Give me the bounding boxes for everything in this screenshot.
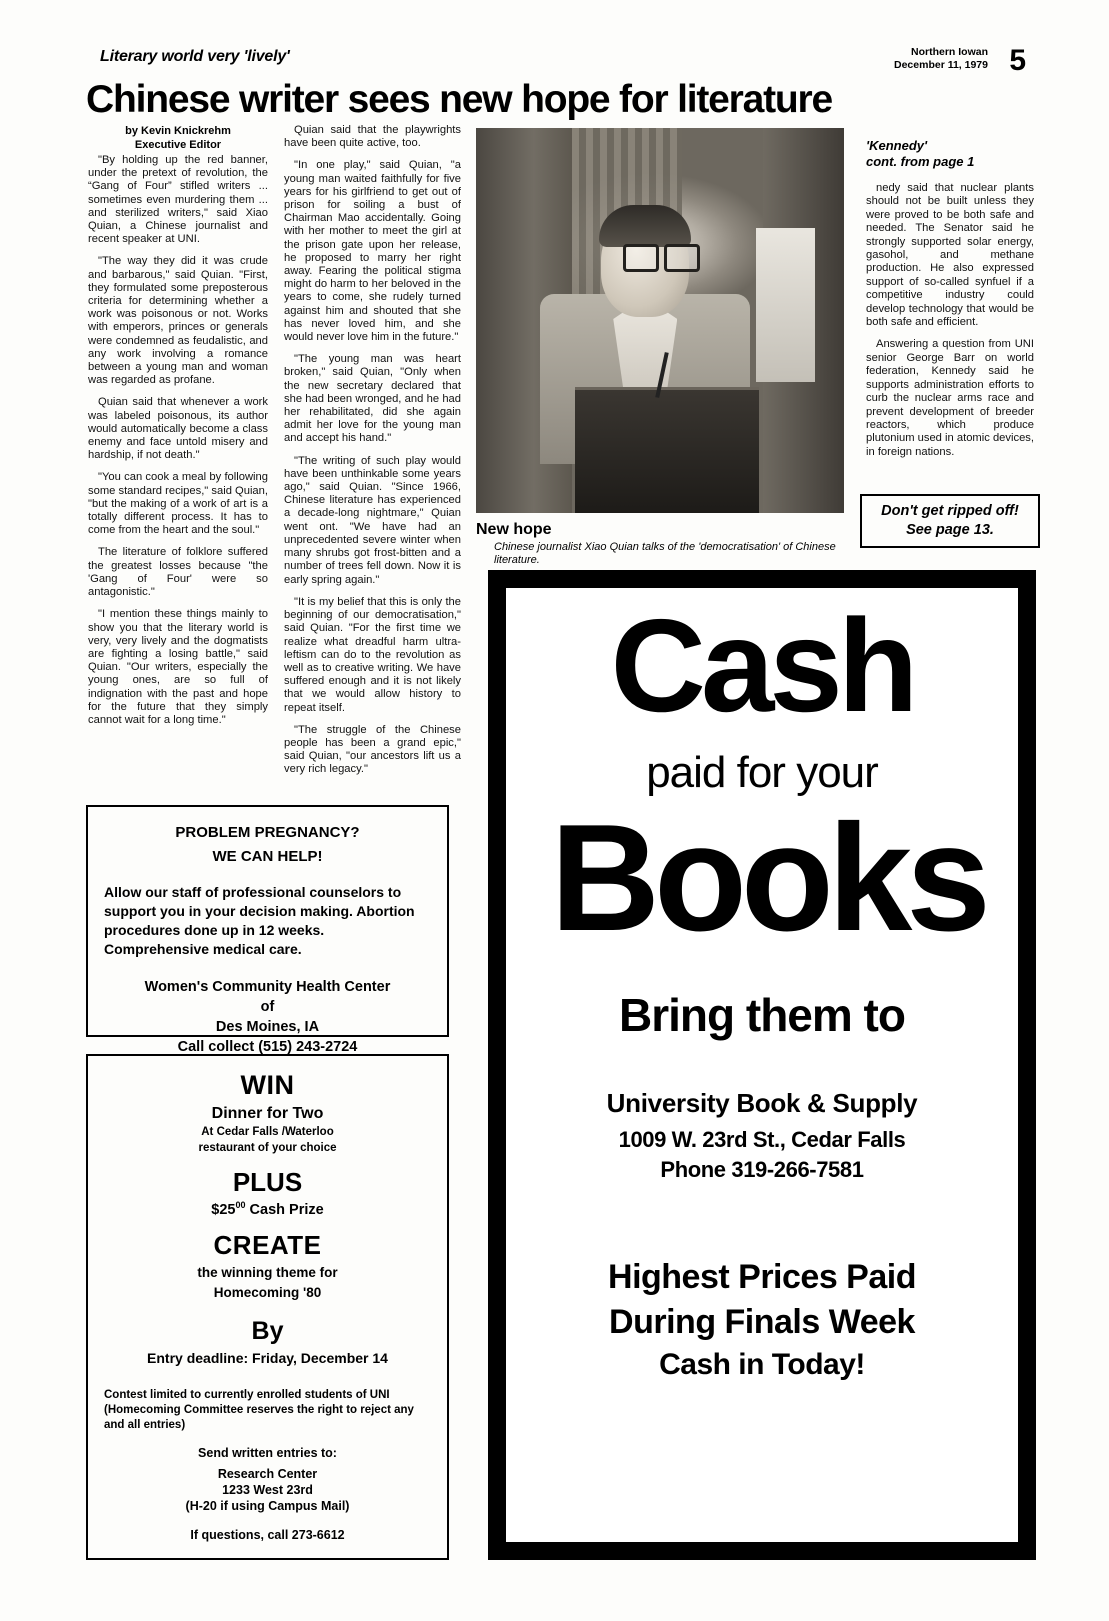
story-paragraph: "The way they did it was crude and barbarous," said Quian. "First, they formulated some preposterous criteria for determining whether a work was poisonous or not. Works with emperors, princes or generals were condemned as feudalistic, and any work involving a romance between a young man and woman was regarded as profane.	[88, 255, 268, 387]
promo-line2: See page 13.	[906, 522, 994, 538]
pregnancy-ad-phone: Call collect (515) 243-2724	[177, 1039, 358, 1055]
pregnancy-help-ad	[86, 805, 449, 1055]
cash-ad-store-address: 1009 W. 23rd St., Cedar Falls	[618, 1127, 906, 1152]
section-kicker: Literary world very 'lively'	[100, 48, 290, 65]
pregnancy-ad-org: Women's Community Health Center	[144, 979, 391, 995]
kennedy-column	[866, 182, 1034, 468]
cash-ad-closing-line3: Cash in Today!	[659, 1348, 865, 1381]
win-ad-prize-label: Cash Prize	[245, 1201, 324, 1218]
win-ad-prize-amount: $25	[211, 1201, 236, 1218]
article-photo	[476, 128, 844, 513]
photo-panel	[756, 228, 815, 382]
page-title: Chinese writer sees new hope for literature	[86, 78, 832, 121]
photo-podium	[575, 387, 759, 513]
byline-author: by Kevin Knickrehm	[125, 125, 231, 137]
story-paragraph: "You can cook a meal by following some standard recipes," said Quian, "but the making of a work of art is a totally different process. It has to come from the heart and the soul."	[88, 471, 268, 537]
cash-ad-books-word: Books	[550, 793, 985, 963]
kennedy-heading-line1: 'Kennedy'	[866, 138, 928, 153]
win-ad-send-label: Send written entries to:	[198, 1445, 337, 1460]
win-ad-address-line1: Research Center	[217, 1466, 318, 1481]
story-column-2	[284, 124, 461, 596]
story-paragraph: "The young man was heart broken," said Quian, "Only when the new secretary declared that she had been wronged, and he had her rehabilitated, did she again admit her love for the young man and accept his hand."	[284, 353, 461, 445]
kennedy-sidebar-heading	[866, 138, 1032, 170]
win-ad-by: By	[251, 1316, 284, 1345]
story-paragraph: Quian said that the playwrights have been quite active, too.	[284, 124, 461, 150]
pregnancy-ad-of: of	[260, 999, 275, 1015]
story-paragraph: "It is my belief that this is only the beginning of our democratisation," said Quian. "For the first time we realize what dreadful harm ultra-leftism can do to the revolution as well as to creative writing. We have suffered enough and it is not likely that we would allow history to repeat itself.	[284, 596, 461, 714]
win-ad-prize-cents: 00	[235, 1200, 246, 1210]
issue-date: December 11, 1979	[894, 59, 988, 71]
pregnancy-ad-city: Des Moines, IA	[215, 1019, 320, 1035]
win-ad-win: WIN	[240, 1070, 295, 1100]
win-ad-plus: PLUS	[232, 1167, 303, 1197]
win-ad-theme-line2: Homecoming '80	[213, 1284, 322, 1300]
promo-line1: Don't get ripped off!	[881, 503, 1019, 519]
story-paragraph: "The struggle of the Chinese people has been a grand epic," said Quian, "our ancestors lift us a very rich legacy."	[284, 723, 461, 776]
issue-info	[894, 46, 988, 72]
cash-ad-cash-word: Cash	[610, 592, 914, 739]
photo-image-xiao-quian	[476, 128, 844, 513]
win-ad-address-line3: (H-20 if using Campus Mail)	[185, 1498, 350, 1513]
cash-ad-store-phone: Phone 319-266-7581	[660, 1157, 864, 1182]
kennedy-paragraph: Answering a question from UNI senior George Barr on world federation, Kennedy said he supports administration efforts to curb the nuclear arms race and prevent development of breeder reactors, which produce plutonium used in atomic devices, in foreign nations.	[866, 338, 1034, 458]
story-paragraph: "By holding up the red banner, under the pretext of revolution, the “Gang of Four” stifled writers ... sometimes even murdering them ... and sterilized writers," said Xiao Quian, a Chinese journalist and recent speaker at UNI.	[88, 154, 268, 246]
story-paragraph: "In one play," said Quian, "a young man waited faithfully for five years for his girlfriend to get out of prison for soiling a bust of Chairman Mao accidentally. Going with her mother to meet the girl at the prison gate upon her release, he proposed to marry her right away. Fearing the political stigma might do harm to her beloved in the years to come, she rudely turned against him and shouted that she has never loved him, and she would never love him in the future."	[284, 159, 461, 344]
win-ad-questions: If questions, call 273-6612	[190, 1527, 345, 1542]
cash-ad-closing-line2: During Finals Week	[609, 1303, 915, 1341]
story-paragraph: "The writing of such play would have been unthinkable some years ago," said Quian. "Since 1966, Chinese literature has experienced a decade-long nightmare," Quian went ont. "We have had an unprecedented severe winter when many shrubs got frost-bitten and a number of trees fell down. Now it is early spring again."	[284, 454, 461, 586]
cash-ad-closing-line1: Highest Prices Paid	[608, 1258, 916, 1296]
win-ad-deadline: Entry deadline: Friday, December 14	[147, 1349, 388, 1366]
win-ad-location-line2: restaurant of your choice	[198, 1142, 337, 1154]
story-column-1	[88, 154, 268, 736]
homecoming-contest-ad	[86, 1054, 449, 1560]
photo-caption-title: New hope	[476, 521, 552, 538]
cash-ad-bring-them-to: Bring them to	[619, 989, 905, 1041]
pregnancy-ad-body: Allow our staff of professional counselors to support you in your decision making. Abortion procedures done up in 12 weeks. Comprehensive medical care.	[104, 884, 415, 957]
story-paragraph: "I mention these things mainly to show you that the literary world is very, very lively and the dogmatists are fighting a losing battle," said Quian. "Our writers, especially the young ones, are so full of indignation with the past and hope for the future that they simply cannot wait for a long time."	[88, 608, 268, 726]
pregnancy-ad-title-line1: PROBLEM PREGNANCY?	[175, 824, 360, 841]
story-paragraph: The literature of folklore suffered the greatest losses because "the 'Gang of Four' were so antagonistic."	[88, 546, 268, 599]
photo-subject-hair	[599, 205, 691, 247]
photo-subject-glasses-right	[664, 244, 700, 272]
pregnancy-ad-title-line2: WE CAN HELP!	[212, 848, 323, 865]
win-ad-create: CREATE	[213, 1229, 322, 1260]
masthead	[86, 46, 1026, 80]
byline-title: Executive Editor	[134, 139, 222, 151]
kennedy-heading-line2: cont. from page 1	[866, 154, 975, 169]
page-number: 5	[1009, 44, 1026, 77]
photo-caption: Chinese journalist Xiao Quian talks of the 'democratisation' of Chinese literature.	[494, 541, 836, 566]
byline	[88, 124, 268, 152]
paper-name: Northern Iowan	[910, 46, 988, 58]
win-ad-location-line1: At Cedar Falls /Waterloo	[201, 1126, 334, 1138]
kennedy-paragraph: nedy said that nuclear plants should not be built unless they were proved to be both safe and needed. The Senator said he strongly supported solar energy, gasohol, and methane production. He also expressed support of so-called synfuel if a competitive industry could develop technology that would be both safe and efficient.	[866, 182, 1034, 329]
cash-ad-store-name: University Book & Supply	[606, 1088, 918, 1118]
story-paragraph: Quian said that whenever a work was labeled poisonous, its author would automatically become a class enemy and face untold misery and hardship, if not death."	[88, 396, 268, 462]
win-ad-address-line2: 1233 West 23rd	[222, 1482, 313, 1497]
story-column-3	[284, 596, 461, 786]
cash-ad-closing	[506, 1258, 1018, 1382]
photo-subject-glasses-left	[623, 244, 659, 272]
cash-for-books-ad	[488, 570, 1036, 1560]
win-ad-dinner: Dinner for Two	[211, 1105, 324, 1122]
win-ad-prize	[104, 1200, 431, 1218]
cash-ad-paid-for: paid for your	[646, 748, 878, 797]
ripped-off-promo	[860, 494, 1040, 548]
cash-ad-store-info	[506, 1088, 1018, 1183]
win-ad-theme-line1: the winning theme for	[197, 1264, 338, 1280]
win-ad-fine-print: Contest limited to currently enrolled students of UNI (Homecoming Committee reserves the right to reject any and all entries)	[104, 1388, 414, 1431]
